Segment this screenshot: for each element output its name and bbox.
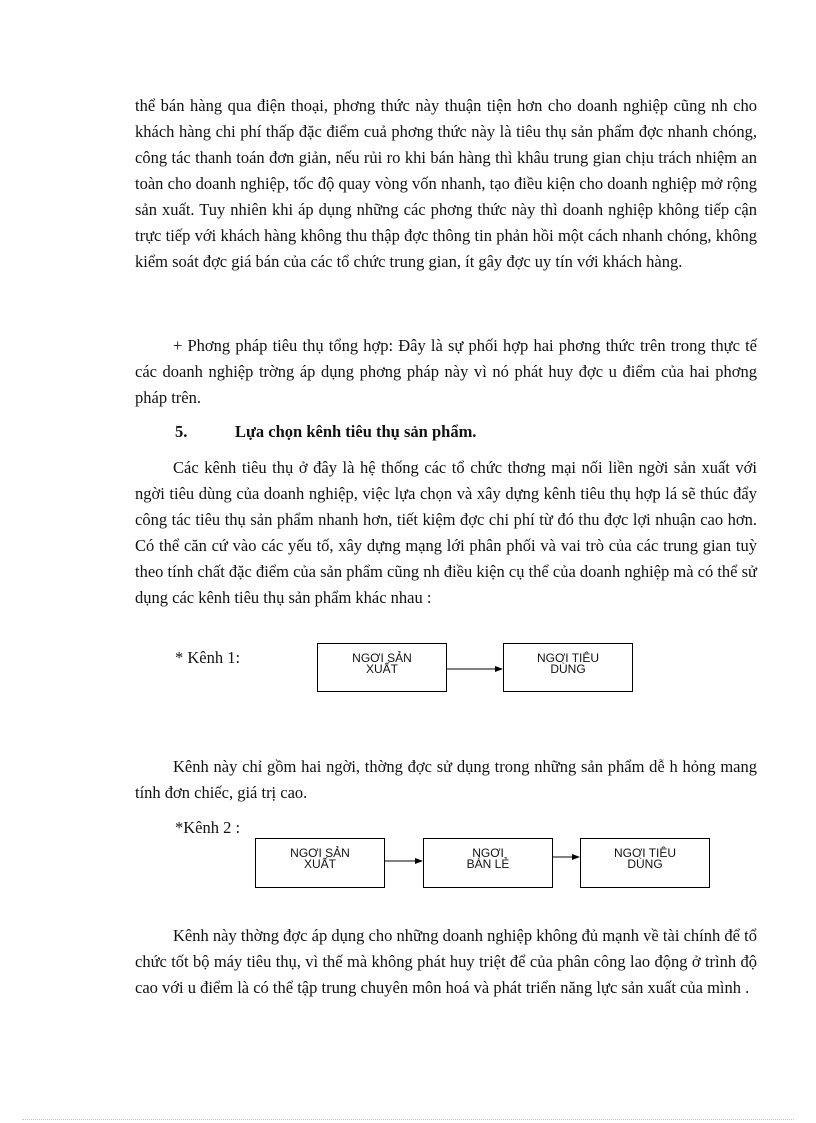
box-line: NGƠI SẢN	[290, 846, 350, 860]
box-line: NGƠI TIÊU	[536, 651, 600, 665]
paragraph-channel-1-desc: Kênh này chỉ gồm hai ngời, thờng đợc sử dụng trong những sản phẩm dễ h hỏng mang tính đơn chiếc, giá trị cao.	[135, 757, 757, 802]
paragraph-combined-method: + Phơng pháp tiêu thụ tổng hợp: Đây là sự phối hợp hai phơng thức trên trong thực tế các doanh nghiệp trờng áp dụng phơng pháp này vì nó phát huy đợc u điểm của hai phơng pháp trên.	[135, 336, 757, 407]
box-line: NGƠI	[472, 846, 504, 860]
box-line: NGƠI SẢN	[352, 651, 412, 665]
box-line: BÁN LẺ	[466, 857, 510, 871]
section-number: 5.	[175, 422, 188, 441]
footer-divider	[22, 1119, 794, 1120]
channel-2-label: *Kênh 2 :	[175, 818, 241, 837]
box-line: DÙNG	[627, 857, 663, 871]
paragraph-channel-2-desc: Kênh này thờng đợc áp dụng cho những doanh nghiệp không đủ mạnh về tài chính để tổ chức tốt bộ máy tiêu thụ, vì thế mà không phát huy triệt để của phân công lao động ở trình độ cao với u điểm là có thể tập trung chuyên môn hoá và phát triển năng lực sản xuất của mình .	[135, 926, 757, 997]
paragraph-channels-intro: Các kênh tiêu thụ ở đây là hệ thống các tổ chức thơng mại nối liền ngời sản xuất với ngời tiêu dùng của doanh nghiệp, việc lựa chọn và xây dựng kênh tiêu thụ hợp lá sẽ thúc đẩy công tác tiêu thụ sản phẩm nhanh hơn, tiết kiệm đợc chi phí từ đó thu đợc lợi nhuận cao hơn. Có thể căn cứ vào các yếu tố, xây dựng mạng lới phân phối và vai trò của các trung gian tuỳ theo tính chất đặc điểm của sản phẩm cũng nh điều kiện cụ thể của doanh nghiệp mà có thể sử dụng các kênh tiêu thụ sản phẩm khác nhau :	[135, 458, 757, 607]
paragraph-sales-by-phone: thể bán hàng qua điện thoại, phơng thức này thuận tiện hơn cho doanh nghiệp cũng nh cho khách hàng chi phí thấp đặc điểm cuả phơng thức này là tiêu thụ sản phẩm đợc nhanh chóng, công tác thanh toán đơn giản, nếu rủi ro khi bán hàng thì khâu trung gian chịu trách nhiệm an toàn cho doanh nghiệp, tốc độ quay vòng vốn nhanh, tạo điều kiện cho doanh nghiệp mở rộng sản xuất. Tuy nhiên khi áp dụng những các phơng thức này thì doanh nghiệp không tiếp cận trực tiếp với khách hàng không thu thập đợc thông tin phản hồi một cách nhanh chóng, không kiểm soát đợc giá bán của các tổ chức trung gian, ít gây đợc uy tín với khách hàng.	[135, 96, 757, 271]
box-line: DÙNG	[550, 662, 586, 676]
channel-1-label: * Kênh 1:	[175, 648, 241, 667]
box-line: XUẤT	[303, 857, 336, 871]
box-line: NGƠI TIÊU	[613, 846, 677, 860]
section-title: Lựa chọn kênh tiêu thụ sản phẩm.	[235, 422, 477, 441]
box-line: XUẤT	[365, 662, 398, 676]
